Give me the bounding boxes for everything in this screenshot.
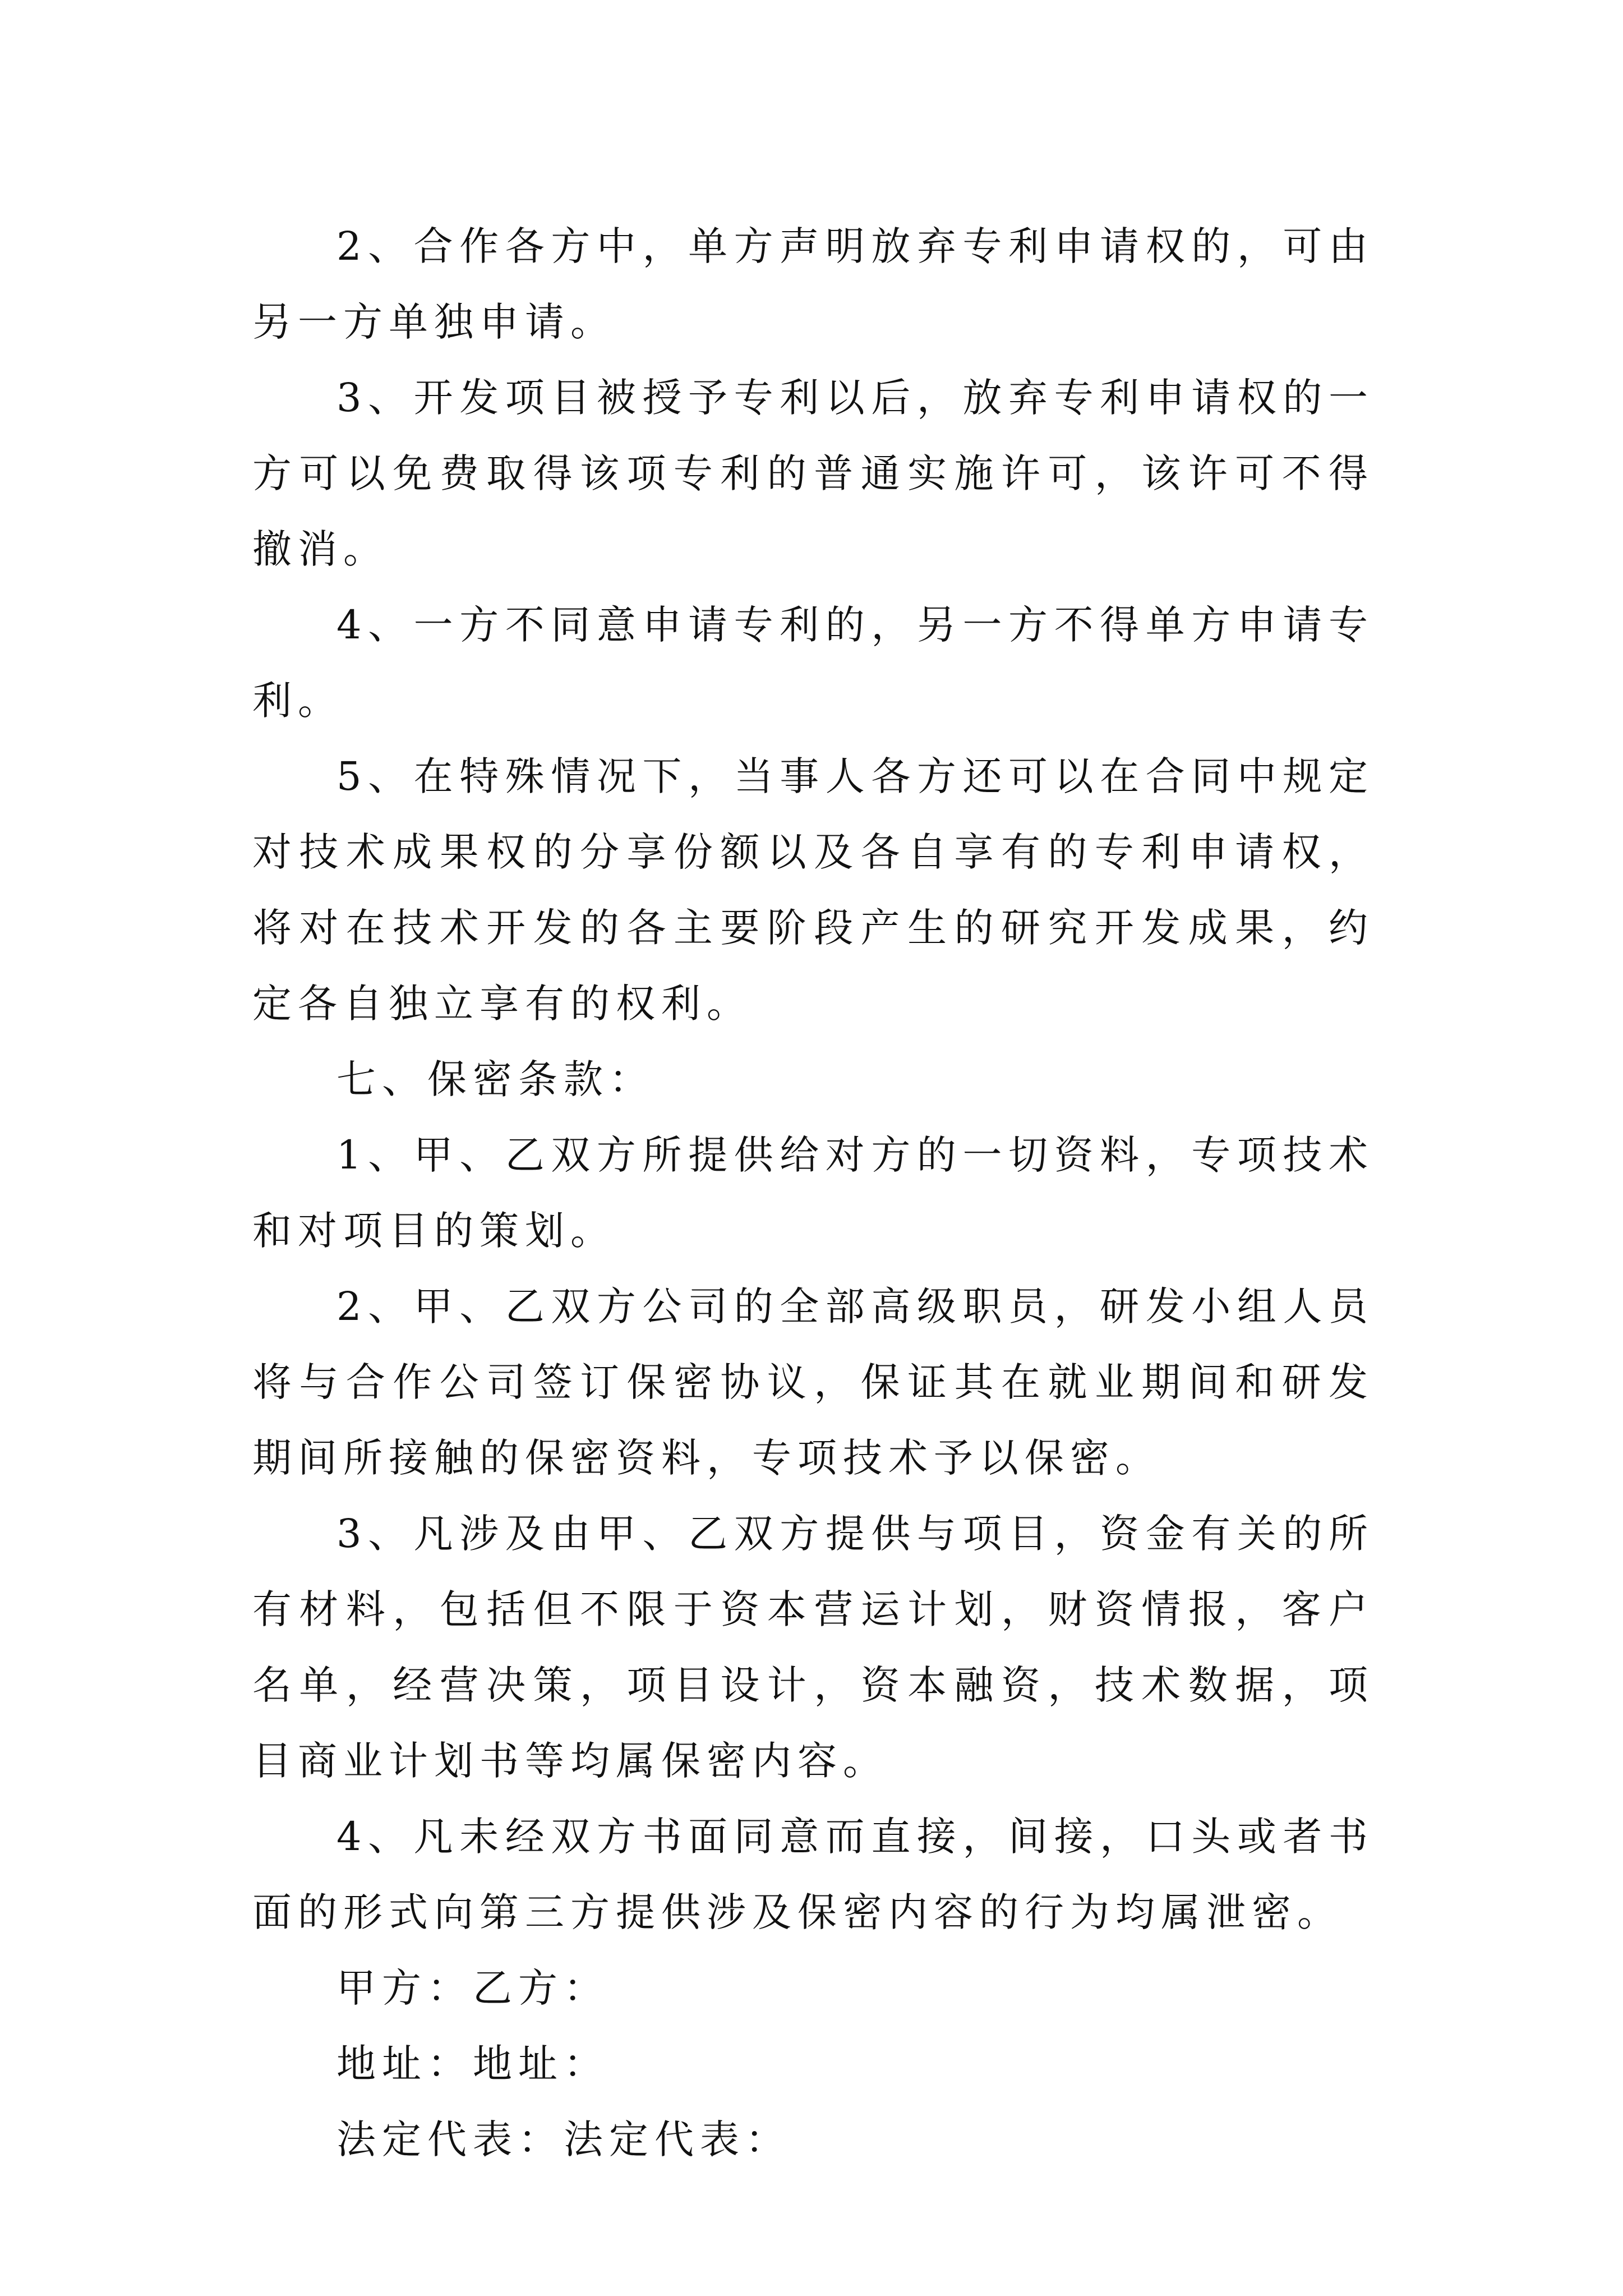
confidentiality-clause-3: 3、凡涉及由甲、乙双方提供与项目，资金有关的所有材料，包括但不限于资本营运计划，财资情报，客户名单，经营决策，项目设计，资本融资，技术数据，项目商业计划书等均属保密内容。	[252, 1511, 1374, 1784]
section-heading-confidentiality: 七、保密条款：	[336, 1056, 654, 1102]
clause-4-patent-consent: 4、一方不同意申请专利的，另一方不得单方申请专利。	[252, 602, 1374, 724]
clause-2-patent-waiver: 2、合作各方中，单方声明放弃专利申请权的，可由另一方单独申请。	[252, 223, 1374, 345]
signature-party-line: 甲方：乙方：	[336, 1965, 609, 2011]
clause-3-patent-license: 3、开发项目被授予专利以后，放弃专利申请权的一方可以免费取得该项专利的普通实施许可，该许可不得撤消。	[252, 375, 1374, 572]
document-body	[252, 209, 1374, 2178]
confidentiality-clause-2: 2、甲、乙双方公司的全部高级职员，研发小组人员将与合作公司签订保密协议，保证其在就业期间和研发期间所接触的保密资料，专项技术予以保密。	[252, 1283, 1374, 1481]
signature-address-line: 地址：地址：	[336, 2041, 609, 2087]
clause-5-special-cases: 5、在特殊情况下，当事人各方还可以在合同中规定对技术成果权的分享份额以及各自享有的专利申请权，将对在技术开发的各主要阶段产生的研究开发成果，约定各自独立享有的权利。	[252, 753, 1374, 1027]
confidentiality-clause-1: 1、甲、乙双方所提供给对方的一切资料，专项技术和对项目的策划。	[252, 1132, 1374, 1254]
confidentiality-clause-4: 4、凡未经双方书面同意而直接，间接，口头或者书面的形式向第三方提供涉及保密内容的行为均属泄密。	[252, 1814, 1374, 1935]
signature-representative-line: 法定代表：法定代表：	[336, 2116, 791, 2162]
